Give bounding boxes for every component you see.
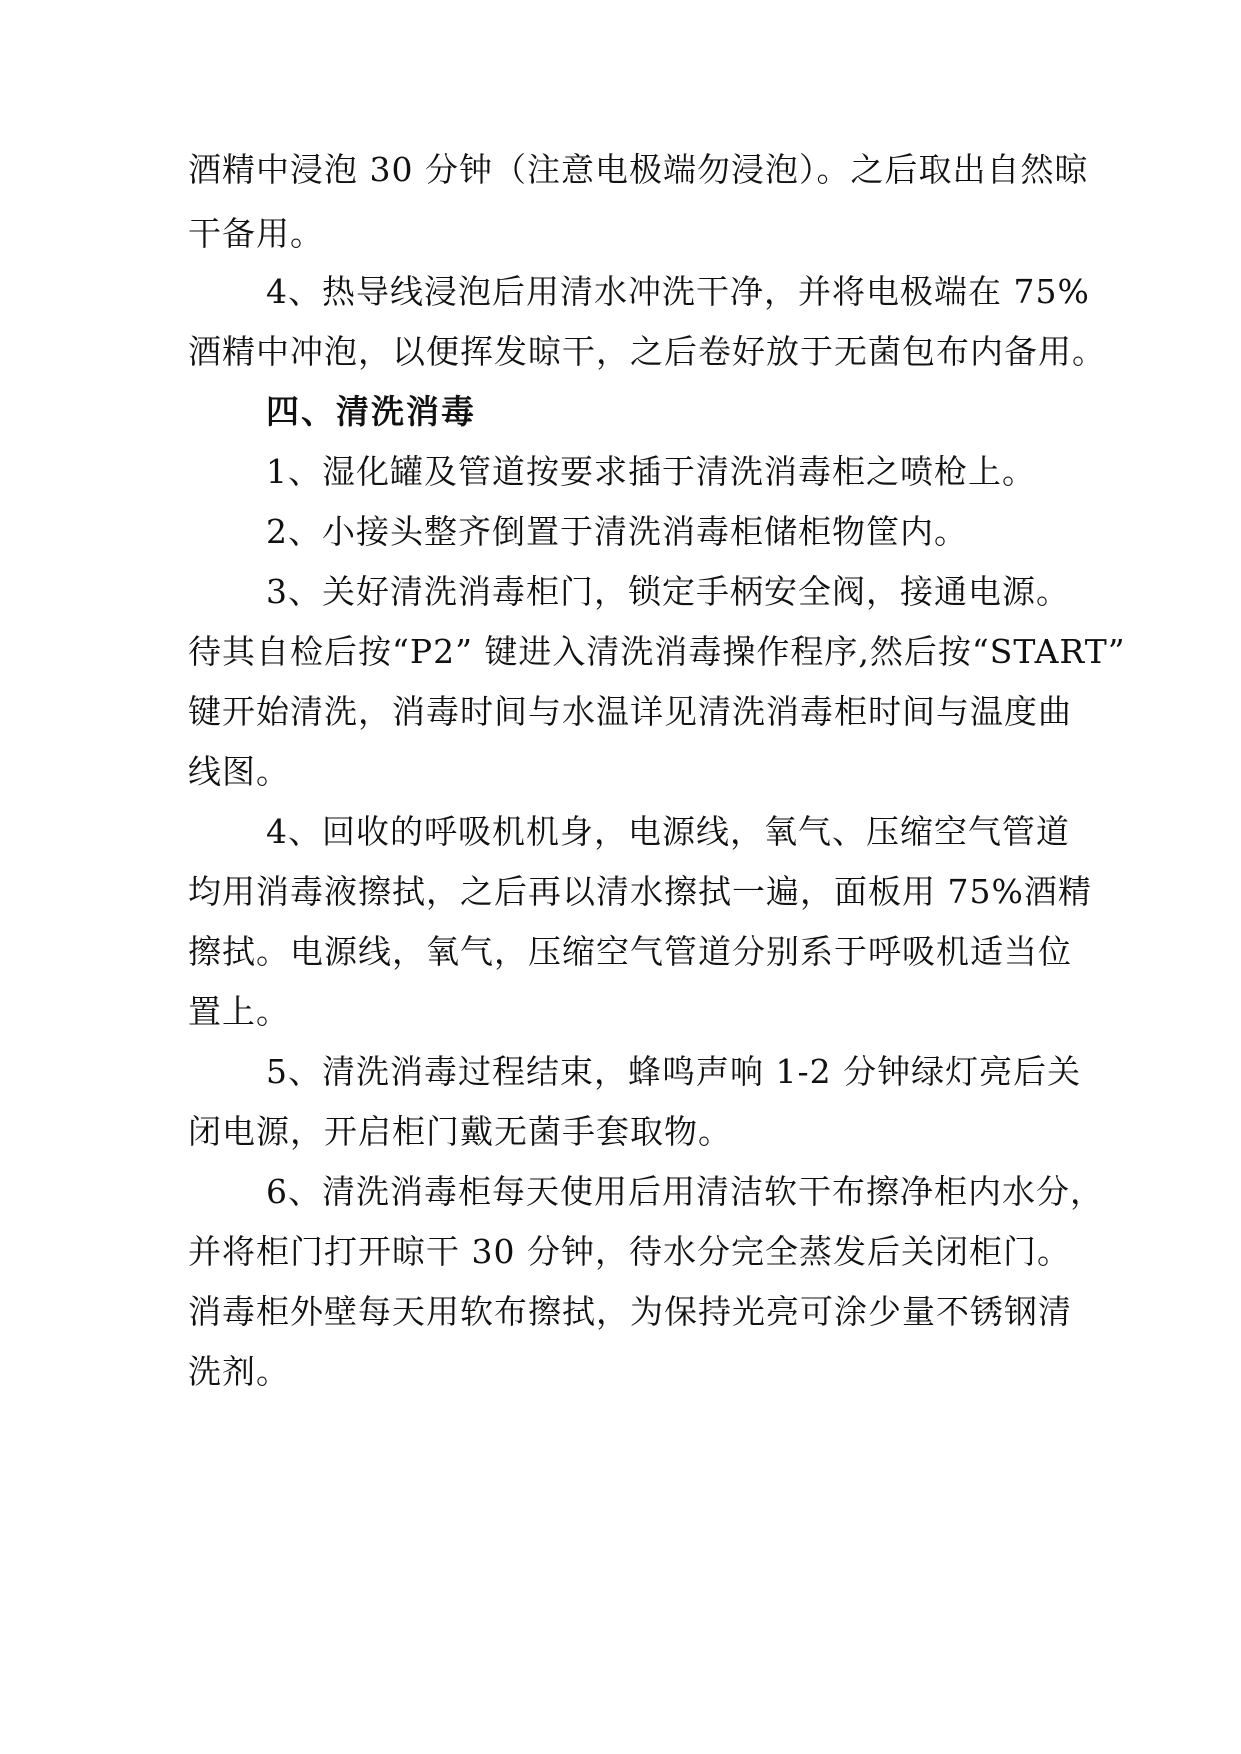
paragraph-line: 均用消毒液擦拭，之后再以清水擦拭一遍，面板用 75%酒精: [188, 872, 1092, 911]
paragraph-line: 线图。: [188, 752, 290, 791]
paragraph-line: 闭电源，开启柜门戴无菌手套取物。: [188, 1112, 732, 1151]
paragraph-line: 2、小接头整齐倒置于清洗消毒柜储柜物筐内。: [266, 512, 968, 551]
paragraph-line: 酒精中冲泡，以便挥发晾干，之后卷好放于无菌包布内备用。: [188, 332, 1106, 371]
paragraph-line: 干备用。: [188, 214, 324, 253]
paragraph-line: 置上。: [188, 992, 290, 1031]
paragraph-line: 消毒柜外壁每天用软布擦拭，为保持光亮可涂少量不锈钢清: [188, 1292, 1072, 1331]
paragraph-line: 5、清洗消毒过程结束，蜂鸣声响 1-2 分钟绿灯亮后关: [266, 1052, 1082, 1091]
paragraph-line: 1、湿化罐及管道按要求插于清洗消毒柜之喷枪上。: [266, 452, 1036, 491]
paragraph-line: 键开始清洗，消毒时间与水温详见清洗消毒柜时间与温度曲: [188, 692, 1072, 731]
paragraph-line: 擦拭。电源线，氧气，压缩空气管道分别系于呼吸机适当位: [188, 932, 1072, 971]
paragraph-line: 洗剂。: [188, 1352, 290, 1391]
paragraph-line: 4、热导线浸泡后用清水冲洗干净，并将电极端在 75%: [266, 272, 1090, 311]
paragraph-line: 待其自检后按“P2” 键进入清洗消毒操作程序,然后按“START”: [188, 632, 1126, 671]
paragraph-line: 并将柜门打开晾干 30 分钟，待水分完全蒸发后关闭柜门。: [188, 1232, 1071, 1271]
paragraph-line: 4、回收的呼吸机机身，电源线，氧气、压缩空气管道: [266, 812, 1070, 851]
paragraph-line: 6、清洗消毒柜每天使用后用清洁软干布擦净柜内水分，: [266, 1172, 1104, 1211]
paragraph-line: 3、关好清洗消毒柜门，锁定手柄安全阀，接通电源。: [266, 572, 1070, 611]
section-heading: 四、清洗消毒: [266, 392, 476, 431]
paragraph-line: 酒精中浸泡 30 分钟（注意电极端勿浸泡）。之后取出自然晾: [188, 150, 1089, 189]
